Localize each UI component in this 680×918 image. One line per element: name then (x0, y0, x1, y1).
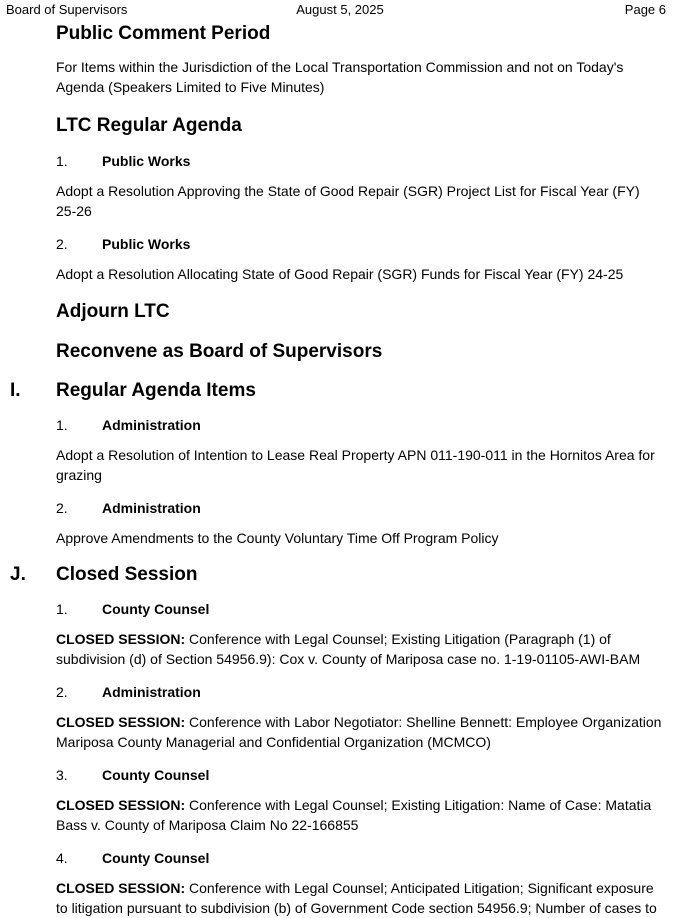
section-i-item-2-description: Approve Amendments to the County Voluntary Time Off Program Policy (56, 530, 499, 546)
section-j-item-4-header (0, 848, 680, 868)
section-letter: I. (10, 380, 21, 401)
item-department: Public Works (102, 153, 191, 169)
section-j-item-1-header (0, 599, 680, 619)
public-comment-text: For Items within the Jurisdiction of the Local Transportation Commission and not on Today's Agenda (Speakers Limited to Five Minutes) (56, 59, 624, 95)
section-j-item-2-description (0, 712, 680, 752)
item-number: 2. (56, 684, 68, 700)
item-department: Administration (102, 684, 201, 700)
section-i-heading (0, 378, 680, 404)
item-number: 3. (56, 767, 68, 783)
item-department: County Counsel (102, 601, 210, 617)
section-title: Closed Session (56, 564, 198, 585)
closed-session-text: Conference with Labor Negotiator: Shelline Bennett: Employee Organization Mariposa County Managerial and Confidential Organization (MCMCO) (56, 714, 662, 750)
section-j-item-2-header (0, 682, 680, 702)
closed-session-text: Conference with Legal Counsel; Existing Litigation (Paragraph (1) of subdivision (d) of Section 54956.9): Cox v. County of Mariposa case no. 1-19-01105-AWI-BAM (56, 631, 641, 667)
header-page-number: Page 6 (624, 2, 666, 17)
ltc-agenda-heading: LTC Regular Agenda (56, 115, 242, 136)
section-i-item-2-header (0, 498, 680, 518)
section-j-item-3-header (0, 765, 680, 785)
section-j-heading (0, 562, 680, 588)
section-title: Regular Agenda Items (56, 380, 256, 401)
item-number: 2. (56, 500, 68, 516)
ltc-item-1-description: Adopt a Resolution Approving the State of Good Repair (SGR) Project List for Fiscal Year (FY) 25-26 (56, 183, 640, 219)
ltc-item-2-header (0, 234, 680, 254)
closed-session-label: CLOSED SESSION: (56, 880, 186, 896)
item-department: Public Works (102, 236, 191, 252)
section-j-item-1-description (0, 629, 680, 669)
section-i-item-1-description: Adopt a Resolution of Intention to Lease Real Property APN 011-190-011 in the Hornitos Area for grazing (56, 447, 655, 483)
closed-session-label: CLOSED SESSION: (56, 797, 186, 813)
public-comment-heading: Public Comment Period (56, 23, 271, 44)
closed-session-text: Conference with Legal Counsel; Existing Litigation: Name of Case: Matatia Bass v. County of Mariposa Claim No 22-166855 (56, 797, 652, 833)
header-date: August 5, 2025 (296, 2, 384, 17)
item-number: 1. (56, 417, 68, 433)
section-i-item-1-header (0, 415, 680, 435)
item-department: County Counsel (102, 850, 210, 866)
item-number: 2. (56, 236, 68, 252)
section-j-item-3-description (0, 795, 680, 835)
agenda-content (0, 20, 680, 918)
adjourn-ltc-heading: Adjourn LTC (56, 301, 170, 322)
ltc-item-2-description: Adopt a Resolution Allocating State of Good Repair (SGR) Funds for Fiscal Year (FY) 24-25 (56, 266, 624, 282)
ltc-item-1-header (0, 151, 680, 171)
item-department: Administration (102, 417, 201, 433)
reconvene-heading: Reconvene as Board of Supervisors (56, 341, 383, 362)
item-number: 4. (56, 850, 68, 866)
section-letter: J. (10, 564, 26, 585)
item-department: Administration (102, 500, 201, 516)
header-board-name: Board of Supervisors (6, 2, 128, 17)
item-department: County Counsel (102, 767, 210, 783)
page-header (0, 0, 680, 20)
section-j-item-4-description (0, 878, 680, 918)
item-number: 1. (56, 601, 68, 617)
item-number: 1. (56, 153, 68, 169)
closed-session-label: CLOSED SESSION: (56, 714, 186, 730)
closed-session-label: CLOSED SESSION: (56, 631, 186, 647)
closed-session-text: Conference with Legal Counsel; Anticipated Litigation; Significant exposure to litigation pursuant to subdivision (b) of Government Code section 54956.9; Number of cases to (56, 880, 657, 916)
